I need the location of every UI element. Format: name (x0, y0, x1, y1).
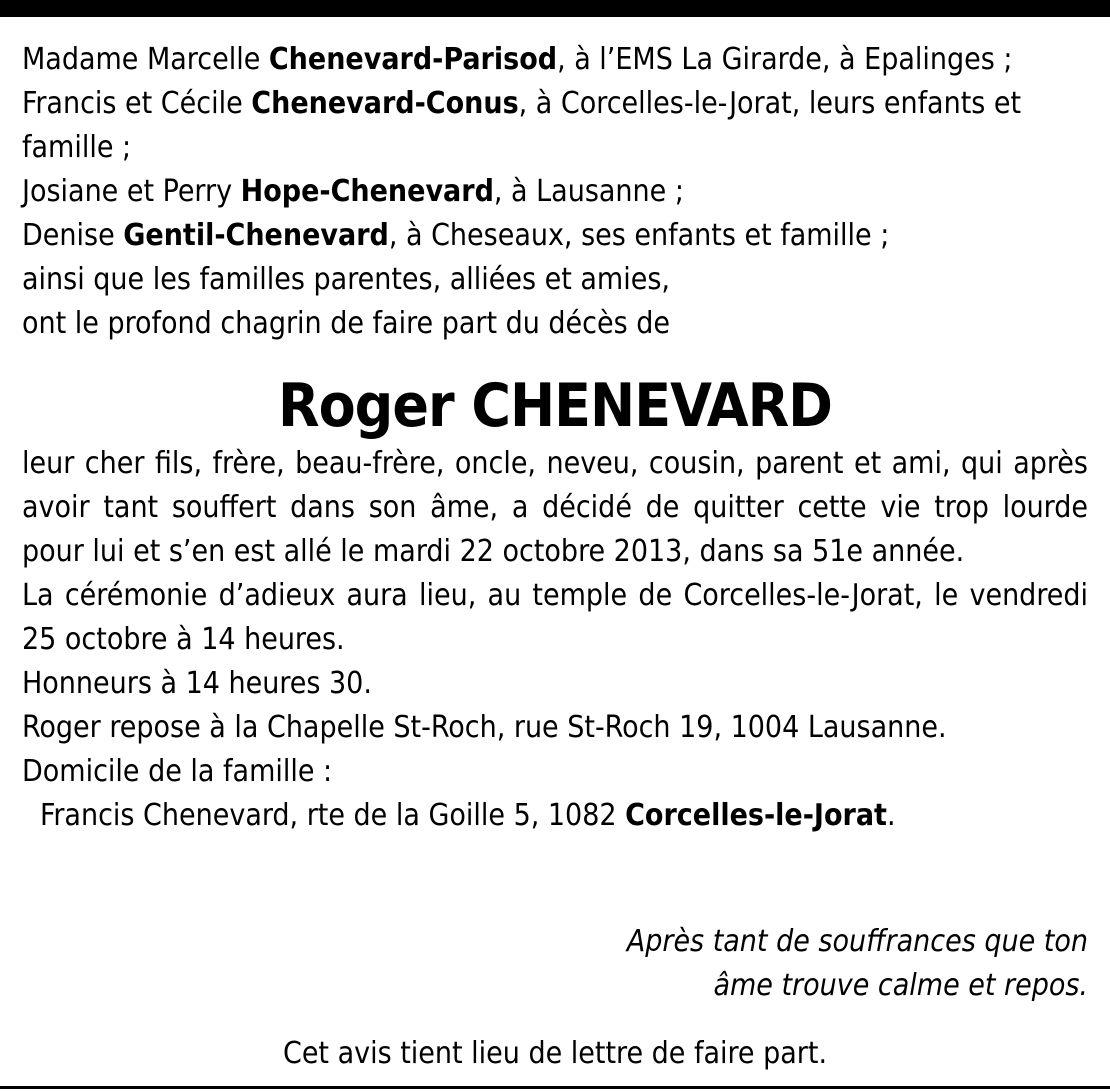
family-line-2 (22, 82, 1088, 170)
rests-line: Roger repose à la Chapelle St-Roch, rue St-Roch 19, 1004 Lausanne. (22, 710, 947, 745)
ceremony-paragraph: La cérémonie d’adieux aura lieu, au temple de Corcelles-le-Jorat, le vendredi 25 octobre à 14 heures. (22, 578, 1088, 657)
domicile-label: Domicile de la famille : (22, 754, 333, 789)
family-address (22, 794, 1088, 838)
family-line-1 (22, 38, 1088, 82)
verse-line-2: âme trouve calme et repos. (713, 968, 1088, 1003)
tribute-paragraph: leur cher fils, frère, beau-frère, oncle, neveu, cousin, parent et ami, qui après avoir tant souffert dans son âme, a décidé de quitter cette vie trop lourde pour lui et s’en est allé le mardi 22 octobre 2013, dans sa 51e année. (22, 446, 1088, 569)
family-line-4 (22, 214, 1088, 258)
family-3-suffix: , à Lausanne ; (493, 174, 684, 209)
deceased-name: Roger CHENEVARD (278, 371, 832, 441)
family-3-prefix: Josiane et Perry (22, 174, 241, 209)
announcement-line: ont le profond chagrin de faire part du décès de (22, 306, 671, 341)
honours-line: Honneurs à 14 heures 30. (22, 666, 372, 701)
address-period: . (886, 798, 896, 833)
family-4-suffix: , à Cheseaux, ses enfants et famille ; (388, 218, 890, 253)
address-city: Corcelles-le-Jorat (625, 798, 887, 833)
address-street: Francis Chenevard, rte de la Goille 5, 1082 (40, 798, 626, 833)
obituary-notice (22, 38, 1088, 838)
family-line-3 (22, 170, 1088, 214)
family-4-prefix: Denise (22, 218, 124, 253)
family-2-prefix: Francis et Cécile (22, 86, 252, 121)
closing-verse (627, 920, 1088, 1008)
relatives-line: ainsi que les familles parentes, alliées et amies, (22, 262, 670, 297)
family-1-prefix: Madame Marcelle (22, 42, 269, 77)
bottom-border-rule (0, 1086, 1110, 1089)
notice-footer: Cet avis tient lieu de lettre de faire part. (282, 1036, 828, 1071)
family-4-surname: Gentil-Chenevard (123, 218, 389, 253)
family-1-suffix: , à l’EMS La Girarde, à Epalinges ; (557, 42, 1013, 77)
family-2-suffix: , à Corcelles-le-Jorat, leurs enfants et famille ; (22, 86, 1022, 165)
verse-line-1: Après tant de souffrances que ton (626, 924, 1088, 959)
family-2-surname: Chenevard-Conus (251, 86, 519, 121)
family-3-surname: Hope-Chenevard (240, 174, 494, 209)
family-1-surname: Chenevard-Parisod (268, 42, 558, 77)
top-border-rule (0, 0, 1110, 17)
